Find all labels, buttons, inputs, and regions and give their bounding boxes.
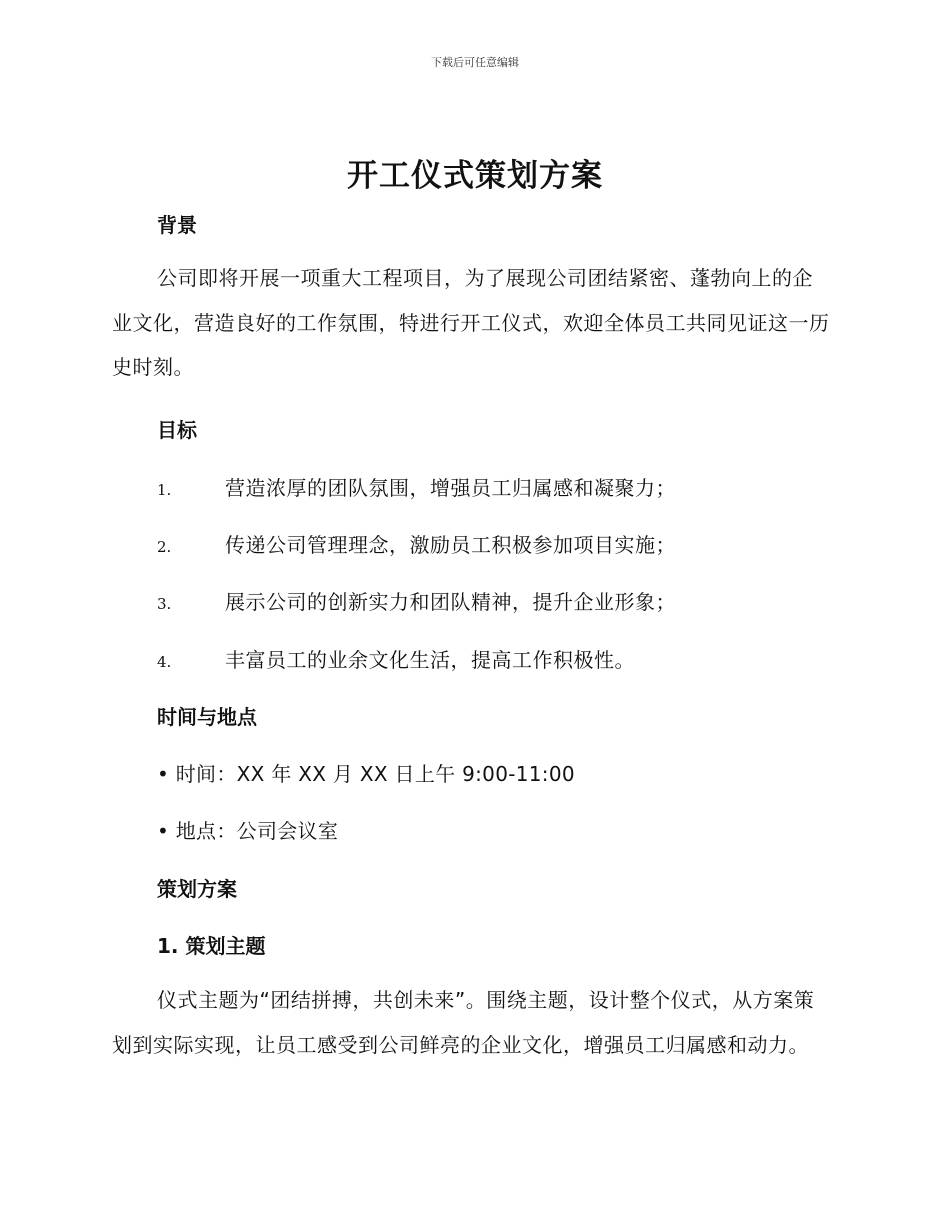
plan-paragraph: 仪式主题为“团结拼搏，共创未来”。围绕主题，设计整个仪式，从方案策划到实际实现，让员工感受到公司鲜亮的企业文化，增强员工归属感和动力。 bbox=[112, 988, 815, 1057]
goal-list-item bbox=[157, 529, 676, 558]
place-bullet: • 地点：公司会议室 bbox=[157, 819, 339, 843]
time-bullet: • 时间：XX 年 XX 月 XX 日上午 9:00-11:00 bbox=[157, 762, 575, 786]
section-heading-goals: 目标 bbox=[157, 418, 197, 442]
list-text: 丰富员工的业余文化生活，提高工作积极性。 bbox=[225, 648, 635, 672]
list-text: 营造浓厚的团队氛围，增强员工归属感和凝聚力； bbox=[225, 476, 676, 500]
document-title: 开工仪式策划方案 bbox=[347, 158, 603, 194]
goal-list-item bbox=[157, 586, 676, 615]
section-heading-plan: 策划方案 bbox=[157, 877, 237, 901]
list-text: 传递公司管理理念，激励员工积极参加项目实施； bbox=[225, 533, 676, 557]
sub-heading-theme: 1. 策划主题 bbox=[157, 934, 266, 958]
list-number: 4. bbox=[157, 653, 172, 671]
section-heading-background: 背景 bbox=[157, 213, 197, 237]
list-number: 2. bbox=[157, 538, 172, 556]
list-text: 展示公司的创新实力和团队精神，提升企业形象； bbox=[225, 590, 676, 614]
goal-list-item bbox=[157, 644, 635, 673]
section-heading-time-place: 时间与地点 bbox=[157, 705, 257, 729]
list-number: 1. bbox=[157, 481, 172, 499]
page-header-note: 下载后可任意编辑 bbox=[431, 56, 519, 69]
list-number: 3. bbox=[157, 595, 172, 613]
background-paragraph: 公司即将开展一项重大工程项目，为了展现公司团结紧密、蓬勃向上的企业文化，营造良好的工作氛围，特进行开工仪式，欢迎全体员工共同见证这一历史时刻。 bbox=[112, 266, 830, 379]
goal-list-item bbox=[157, 472, 676, 501]
